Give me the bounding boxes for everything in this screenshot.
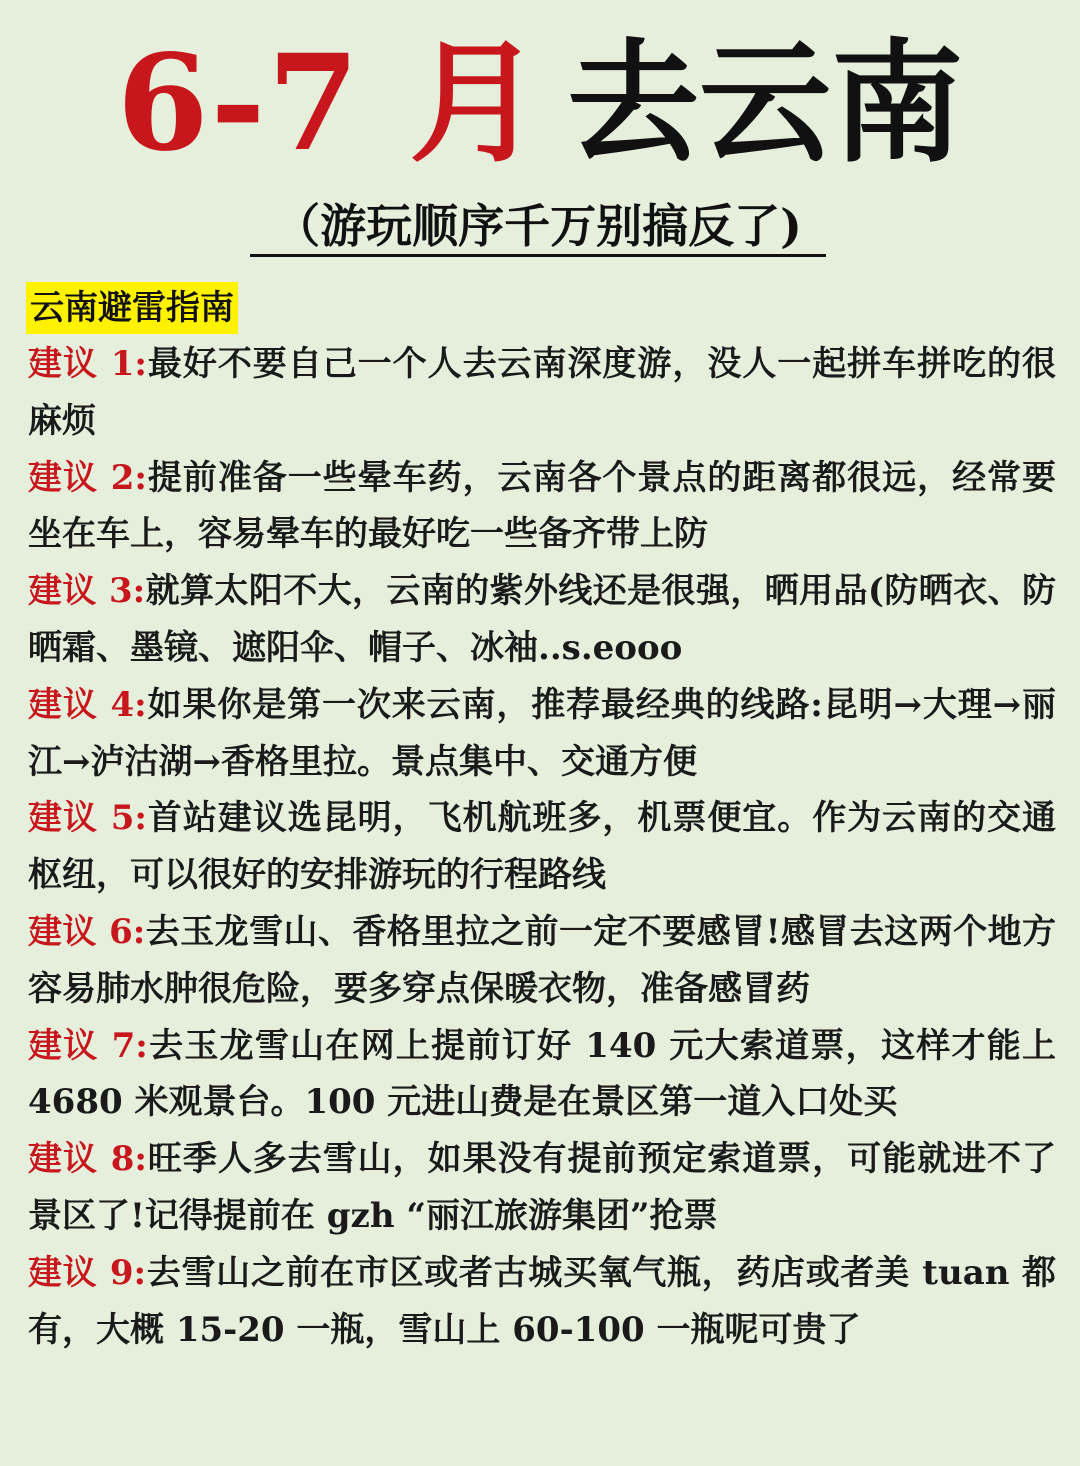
- page-title: [0, 26, 1080, 181]
- guide-heading: 云南避雷指南: [26, 282, 238, 334]
- tips-list: [28, 336, 1056, 1358]
- tip-label: 建议 5:: [28, 798, 147, 839]
- tip-label: 建议 4:: [28, 684, 147, 725]
- tip-item-6: [28, 904, 1056, 1018]
- tip-label: 建议 1:: [28, 344, 147, 384]
- tip-label: 建议 3:: [28, 571, 146, 612]
- page-subtitle: （游玩顺序千万别搞反了): [250, 198, 826, 257]
- tip-label: 建议 6:: [28, 911, 146, 952]
- tip-label: 建议 8:: [28, 1139, 147, 1180]
- tip-item-2: [28, 450, 1056, 564]
- tip-label: 建议 9:: [28, 1252, 147, 1293]
- tip-item-5: [28, 790, 1056, 904]
- tip-text: 提前准备一些晕车药，云南各个景点的距离都很远，经常要坐在车上，容易晕车的最好吃一些备齐带上防: [28, 457, 1056, 555]
- title-destination: 去云南: [567, 26, 964, 181]
- tip-item-8: [28, 1131, 1056, 1245]
- title-date: 6-7 月: [116, 26, 544, 181]
- tip-text: 就算太阳不大，云南的紫外线还是很强，晒用品(防晒衣、防晒霜、墨镜、遮阳伞、帽子、冰袖..s.eooo: [28, 571, 1056, 668]
- tip-text: 去玉龙雪山、香格里拉之前一定不要感冒!感冒去这两个地方容易肺水肿很危险，要多穿点保暖衣物，准备感冒药: [28, 911, 1056, 1009]
- tip-item-4: [28, 677, 1056, 791]
- tip-label: 建议 7:: [28, 1025, 148, 1066]
- tip-item-1: [28, 336, 1056, 450]
- tip-item-7: [28, 1018, 1056, 1132]
- tip-text: 去玉龙雪山在网上提前订好 140 元大索道票，这样才能上 4680 米观景台。100 元进山费是在景区第一道入口处买: [28, 1025, 1056, 1123]
- tip-text: 去雪山之前在市区或者古城买氧气瓶，药店或者美 tuan 都有，大概 15-20 一瓶，雪山上 60-100 一瓶呢可贵了: [28, 1252, 1056, 1350]
- tip-label: 建议 2:: [28, 457, 147, 498]
- tip-text: 旺季人多去雪山，如果没有提前预定索道票，可能就进不了景区了!记得提前在 gzh “丽江旅游集团”抢票: [28, 1139, 1056, 1236]
- tip-text: 最好不要自己一个人去云南深度游，没人一起拼车拼吃的很麻烦: [28, 344, 1056, 441]
- tip-text: 如果你是第一次来云南，推荐最经典的线路:昆明→大理→丽江→泸沽湖→香格里拉。景点集中、交通方便: [28, 684, 1056, 782]
- tip-item-9: [28, 1245, 1056, 1359]
- tip-text: 首站建议选昆明，飞机航班多，机票便宜。作为云南的交通枢纽，可以很好的安排游玩的行程路线: [28, 798, 1056, 896]
- tip-item-3: [28, 563, 1056, 677]
